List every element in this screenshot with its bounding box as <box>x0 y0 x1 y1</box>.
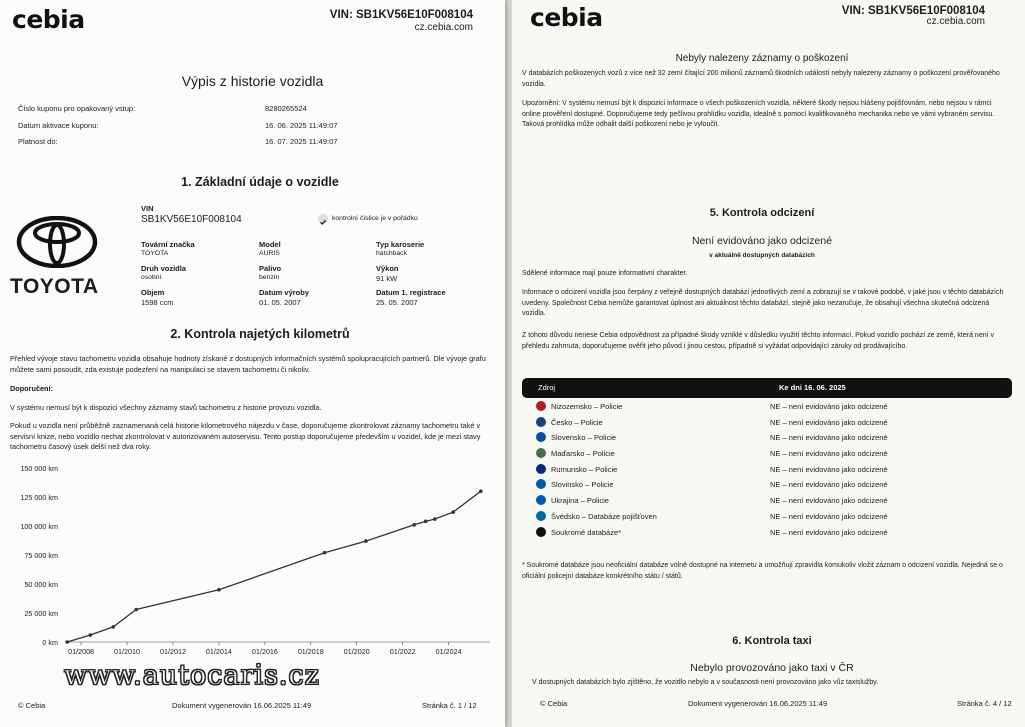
row-source: Slovinsko – Policie <box>551 480 614 490</box>
table-row <box>536 417 996 433</box>
row-status: NE – není evidováno jako odcizené <box>770 480 888 490</box>
x-tick-label: 01/2010 <box>114 647 141 656</box>
coupon-number-value: 8280265524 <box>265 104 307 113</box>
coupon-number-label: Číslo kuponu pro opakovaný vstup: <box>18 104 136 113</box>
section-mileage-title: 2. Kontrola najetých kilometrů <box>170 327 350 341</box>
x-tick-label: 01/2012 <box>159 647 186 656</box>
cebia-logo: cebia <box>530 3 603 32</box>
coupon-validity-label: Platnost do: <box>18 137 58 146</box>
report-page-1 <box>0 0 505 727</box>
row-status: NE – není evidováno jako odcizené <box>770 433 888 443</box>
header-vin: VIN: SB1KV56E10F008104 <box>329 9 473 21</box>
y-tick-label: 125 000 km <box>20 493 58 502</box>
field-label-body: Typ karoserie <box>376 240 425 249</box>
theft-subtitle: v aktuálně dostupných databázích <box>709 252 815 259</box>
mileage-point <box>479 489 483 493</box>
coupon-activation-value: 16. 06. 2025 11:49:07 <box>265 121 338 130</box>
mileage-point <box>424 520 428 524</box>
watermark: www.autocaris.cz <box>64 660 320 691</box>
y-tick-label: 75 000 km <box>24 551 58 560</box>
mileage-point <box>323 551 327 555</box>
mileage-point <box>65 640 69 644</box>
table-row <box>536 464 996 480</box>
x-tick-label: 01/2014 <box>205 647 232 656</box>
info-note: Sdělené informace mají pouze informativní charakter. <box>522 270 688 277</box>
toyota-logo-text: TOYOTA <box>10 275 99 298</box>
flag-icon <box>536 495 546 505</box>
y-tick-label: 150 000 km <box>20 464 58 473</box>
row-status: NE – není evidováno jako odcizené <box>770 417 888 427</box>
row-status: NE – není evidováno jako odcizené <box>770 527 888 537</box>
flag-icon <box>536 417 546 427</box>
taxi-para: V dostupných databázích bylo zjištěno, že vozidlo nebylo a v současnosti není provozováno jako vůz taxislužby. <box>532 679 879 686</box>
toyota-logo <box>10 216 99 299</box>
damage-title: Nebyly nalezeny záznamy o poškození <box>675 53 849 64</box>
flag-icon <box>536 432 546 442</box>
field-label-make: Tovární značka <box>141 240 195 249</box>
field-value-kind: osobní <box>141 274 162 281</box>
field-label-model: Model <box>259 240 281 249</box>
page-title: Výpis z historie vozidla <box>181 73 324 89</box>
coupon-validity-value: 16. 07. 2025 11:49:07 <box>265 137 338 146</box>
taxi-status: Nebylo provozováno jako taxi v ČR <box>690 662 854 674</box>
footer-copyright: © Cebia <box>540 699 568 708</box>
x-tick-label: 01/2008 <box>68 647 95 656</box>
coupon-activation-label: Datum aktivace kuponu: <box>18 121 99 130</box>
mileage-line <box>67 491 481 642</box>
vin-label: VIN <box>141 204 154 213</box>
table-row <box>536 401 996 417</box>
report-page-4 <box>512 0 1025 727</box>
flag-icon <box>536 448 546 458</box>
header-site: cz.cebia.com <box>414 22 473 33</box>
table-row <box>536 432 996 448</box>
x-tick-label: 01/2020 <box>343 647 370 656</box>
row-source: Nizozemsko – Policie <box>551 402 623 411</box>
row-source: Česko – Policie <box>551 417 603 427</box>
mileage-point <box>364 539 368 543</box>
flag-icon <box>536 401 546 411</box>
field-value-production-date: 01. 05. 2007 <box>259 298 301 307</box>
row-status: NE – není evidováno jako odcizené <box>770 511 888 521</box>
field-value-make: TOYOTA <box>141 250 169 257</box>
mileage-point <box>134 608 138 612</box>
theft-status: Není evidováno jako odcizené <box>691 235 833 247</box>
recommendation-label: Doporučení: <box>10 384 53 393</box>
footer-generated: Dokument vygenerován 16.06.2025 11:49 <box>172 701 312 710</box>
field-value-volume: 1598 ccm <box>141 298 174 307</box>
check-icon <box>318 214 328 224</box>
x-tick-label: 01/2022 <box>389 647 416 656</box>
field-label-power: Výkon <box>376 264 399 273</box>
field-label-volume: Objem <box>141 288 165 297</box>
field-label-registration: Datum 1. registrace <box>376 288 446 297</box>
mileage-chart <box>0 460 505 660</box>
mileage-point <box>217 588 221 592</box>
table-head-date: Ke dni 16. 06. 2025 <box>779 383 846 392</box>
row-source: Ukrajina – Policie <box>551 496 609 506</box>
x-tick-label: 01/2018 <box>297 647 324 656</box>
row-status: NE – není evidováno jako odcizené <box>770 464 888 474</box>
theft-table-header <box>522 378 1012 398</box>
mileage-point <box>111 625 115 629</box>
x-tick-label: 01/2024 <box>435 647 462 656</box>
mileage-point <box>433 517 437 521</box>
row-source: Maďarsko – Policie <box>551 449 615 459</box>
field-label-fuel: Palivo <box>259 264 282 273</box>
footer-page-number: Stránka č. 4 / 12 <box>957 699 1012 708</box>
table-head-source: Zdroj <box>538 383 556 392</box>
y-tick-label: 0 km <box>42 638 58 647</box>
theft-para-1: Informace o odcizení vozidla jsou čerpány z veřejně dostupných databází jednotlivých zemí a zobrazují se v takové podobě, v jaké jsou v těchto databázích uvedeny. Společnost Cebia nemůže garantovat úplnost ani aktuálnost těchto databází, stejně jako nezaručuje, že obsahují všechna skutečná odcizená vozidla. <box>522 289 1004 317</box>
table-row <box>536 511 996 527</box>
recommendation-details: Pokud u vozidla není průběžně zaznamenaná celá historie kilometrového nájezdu v čase, doporučujeme zkontrolovat záznamy tachometru také v servisní knize, nebo vozidlo nechat zkontrolovat v autorizovaném autoservisu. Tento postup doporučujeme především u vozidel, kde je mezi stavy tachometru časový úsek delší než dva roky. <box>10 421 481 451</box>
table-row <box>536 448 996 464</box>
section-theft-title: 5. Kontrola odcizení <box>709 207 815 219</box>
field-label-production-date: Datum výroby <box>259 288 310 297</box>
y-tick-label: 50 000 km <box>24 580 58 589</box>
recommendation-text: V systému nemusí být k dispozici všechny záznamy stavů tachometru z historie provozu vozidla. <box>10 403 322 412</box>
y-tick-label: 100 000 km <box>20 522 58 531</box>
theft-table <box>536 401 996 542</box>
mileage-intro: Přehled vývoje stavu tachometru vozidla obsahuje hodnoty získané z dostupných informačních systémů spolupracujících partnerů. Dle vývoje grafu můžete sami posoudit, zda existuje podezření na manipulaci se stavem tachometru či nikoliv. <box>10 354 486 374</box>
field-label-kind: Druh vozidla <box>141 264 187 273</box>
field-value-power: 91 kW <box>376 274 398 283</box>
theft-para-2: Z tohoto důvodu nenese Cebia odpovědnost za případné škody vzniklé v důsledku využití těchto informací. Pokud vozidlo pochází ze země, která není v přehledu zahrnuta, doporučujeme ověřit jeho původ i jinou cestou, případně si vyžádat odpovídající záruky od prodávajícího. <box>522 332 994 350</box>
flag-icon <box>536 464 546 474</box>
y-tick-label: 25 000 km <box>24 609 58 618</box>
field-value-registration: 25. 05. 2007 <box>376 298 418 307</box>
toyota-emblem-icon <box>16 216 98 268</box>
table-row <box>536 479 996 495</box>
flag-icon <box>536 511 546 521</box>
table-row <box>536 495 996 511</box>
mileage-point <box>88 633 92 637</box>
footnote: * Soukromé databáze jsou neoficiální databáze volně dostupné na internetu a umožňují zpravidla komukoliv vložit záznam o odcizení vozidla. Nejedná se o oficiální policejní databáze konkrétního státu / států. <box>522 562 1003 580</box>
footer-page-number: Stránka č. 1 / 12 <box>422 701 477 710</box>
row-source: Slovensko – Policie <box>551 433 617 443</box>
section-basic-info-title: 1. Základní údaje o vozidle <box>181 175 339 189</box>
footer-generated: Dokument vygenerován 16.06.2025 11:49 <box>688 699 828 708</box>
mileage-point <box>451 510 455 514</box>
vin-check-text: kontrolní číslice je v pořádku <box>332 215 418 222</box>
row-status: NE – není evidováno jako odcizené <box>770 449 888 459</box>
cebia-logo: cebia <box>12 5 85 34</box>
header-vin: VIN: SB1KV56E10F008104 <box>841 5 985 17</box>
vin-value: SB1KV56E10F008104 <box>141 214 242 225</box>
row-source: Soukromé databáze* <box>551 527 622 537</box>
row-source: Švédsko – Databáze pojišťoven <box>551 511 657 521</box>
mileage-point <box>412 523 416 527</box>
row-status: NE – není evidováno jako odcizené <box>770 496 888 506</box>
row-status: NE – není evidováno jako odcizené <box>770 402 888 411</box>
damage-para: V databázích poškozených vozů z více než 32 zemí čítající 200 milionů záznamů škodních událostí nebyly nalezeny záznamy o poškození prověřovaného vozidla. <box>522 70 1000 88</box>
footer-copyright: © Cebia <box>18 701 46 710</box>
field-value-body: hatchback <box>376 250 407 257</box>
table-row <box>536 527 996 543</box>
flag-icon <box>536 527 546 537</box>
field-value-model: AURIS <box>259 250 280 257</box>
field-value-fuel: benzín <box>259 274 280 281</box>
section-taxi-title: 6. Kontrola taxi <box>732 635 812 647</box>
flag-icon <box>536 479 546 489</box>
row-source: Rumunsko – Policie <box>551 464 618 474</box>
x-tick-label: 01/2016 <box>251 647 278 656</box>
header-site: cz.cebia.com <box>926 16 985 27</box>
damage-warning: Upozornění: V systému nemusí být k dispozici informace o všech poškozeních vozidla, některé škody nejsou hlášeny pojišťovnám, nebo nejsou v rámci online prověření dostupné. Doporučujeme tedy pečlivou prohlídku vozidla, ideálně s pomocí kvalifikovaného mechanika nebo ve vámi vybraném servisu. Taková prohlídka může odhalit další poškození nebo je vyloučit. <box>522 100 995 128</box>
